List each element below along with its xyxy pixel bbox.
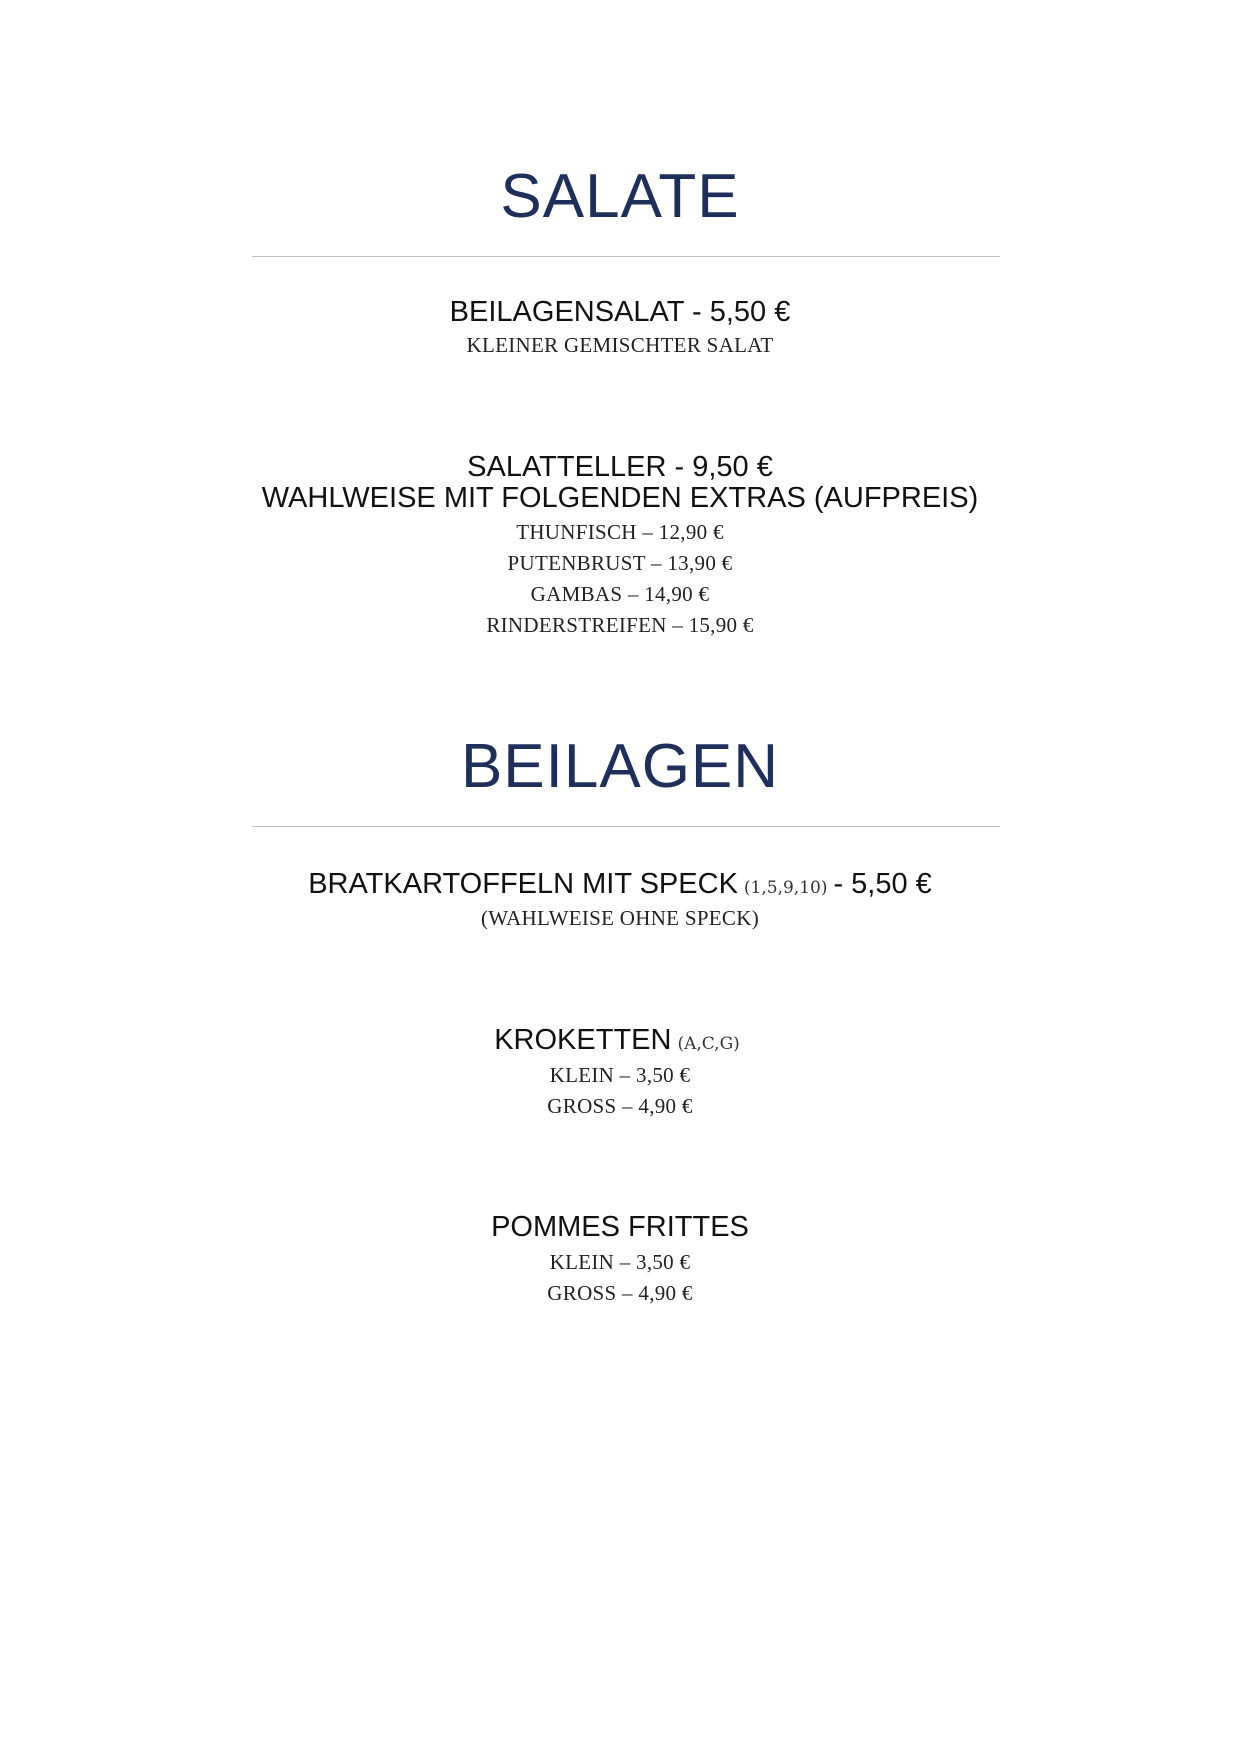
item-name-bratkartoffeln: BRATKARTOFFELN MIT SPECK (308, 868, 738, 900)
item-name-salatteller: SALATTELLER - 9,50 € (467, 451, 773, 483)
extra-option-putenbrust: PUTENBRUST – 13,90 € (507, 551, 733, 575)
item-allergens-kroketten: (A,C,G) (677, 1034, 740, 1054)
size-option-kroketten-klein: KLEIN – 3,50 € (549, 1063, 691, 1087)
section-title-salate: SALATE (500, 162, 740, 231)
size-option-kroketten-gross: GROSS – 4,90 € (547, 1094, 693, 1118)
size-option-pommes-gross: GROSS – 4,90 € (547, 1281, 693, 1305)
item-name-pommes-frittes: POMMES FRITTES (491, 1211, 749, 1243)
item-name-beilagensalat: BEILAGENSALAT - 5,50 € (449, 296, 791, 328)
section-divider-salate (252, 256, 1000, 257)
item-row-bratkartoffeln (0, 868, 1240, 904)
section-divider-beilagen (252, 826, 1000, 827)
item-price-bratkartoffeln: - 5,50 € (833, 868, 932, 900)
item-description-beilagensalat: KLEINER GEMISCHTER SALAT (466, 333, 774, 357)
item-subtitle-salatteller: WAHLWEISE MIT FOLGENDEN EXTRAS (AUFPREIS) (261, 482, 979, 514)
extra-option-gambas: GAMBAS – 14,90 € (530, 582, 710, 606)
extra-option-thunfisch: THUNFISCH – 12,90 € (516, 520, 724, 544)
item-allergens-bratkartoffeln: (1,5,9,10) (743, 878, 828, 898)
size-option-pommes-klein: KLEIN – 3,50 € (549, 1250, 691, 1274)
item-name-kroketten: KROKETTEN (494, 1024, 672, 1056)
extra-option-rinderstreifen: RINDERSTREIFEN – 15,90 € (486, 613, 754, 637)
item-row-kroketten (0, 1024, 1240, 1060)
item-description-bratkartoffeln: (WAHLWEISE OHNE SPECK) (480, 906, 759, 930)
section-title-beilagen: BEILAGEN (460, 732, 780, 801)
